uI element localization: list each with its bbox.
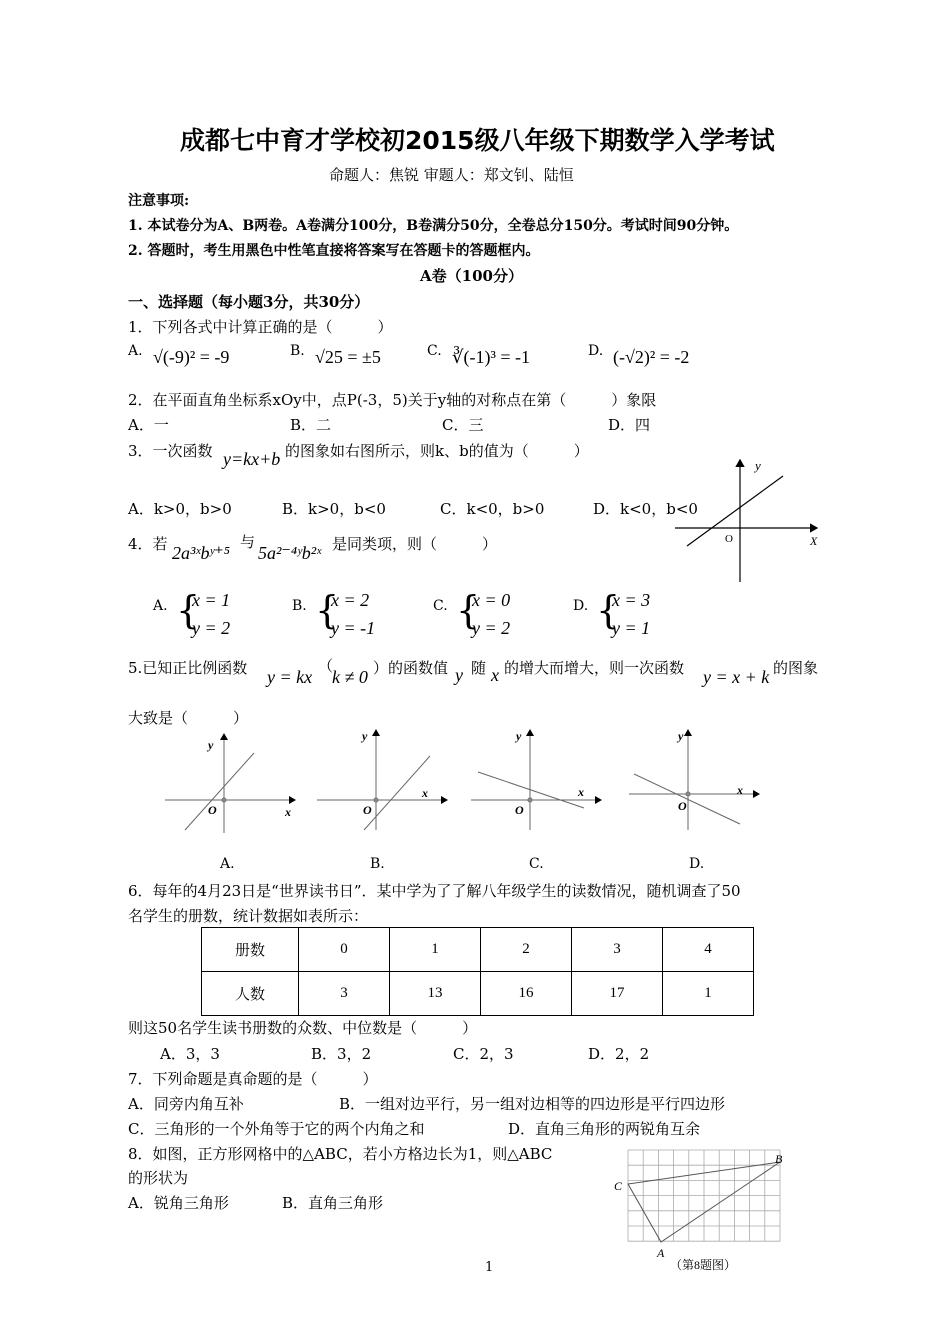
q2-option-d: D．四: [608, 416, 651, 434]
q5-f2: y = x + k: [703, 667, 770, 687]
q4-a-eq1: x = 1: [192, 590, 231, 610]
q4-label-a: A.: [153, 598, 168, 614]
q5c-y-label: y: [516, 729, 522, 743]
q5-graph-a: [160, 728, 300, 838]
q1-option-d: (-√2)² = -2: [613, 347, 690, 367]
q5-option-b: B.: [370, 856, 385, 872]
q6-cell: 4: [663, 928, 754, 972]
page-number: 1: [485, 1260, 494, 1275]
q6-table-row-people: [202, 972, 754, 1016]
q6-stem-1: 6．每年的4月23日是“世界读书日”．某中学为了了解八年级学生的读数情况，随机调查了50: [128, 882, 741, 900]
q4-b-eq2: y = -1: [331, 618, 376, 638]
q8-option-b: B．直角三角形: [282, 1194, 384, 1212]
q1-label-c: C.: [427, 343, 442, 359]
q6-option-b: B．3，2: [311, 1045, 372, 1063]
q5d-x-label: x: [737, 783, 743, 797]
q7-option-d: D．直角三角形的两锐角互余: [508, 1120, 701, 1138]
q5-p6: 的图象: [773, 659, 819, 677]
q4-brace-a: {: [176, 588, 201, 632]
q5-graph-c: [466, 722, 606, 832]
q8-grid: [628, 1150, 780, 1241]
q1-label-d: D.: [588, 343, 604, 359]
q4-d-eq1: x = 3: [612, 590, 651, 610]
q4-term2: 5a²⁻⁴ʸb²ˣ: [258, 543, 322, 563]
q5a-o-label: O: [208, 803, 217, 817]
q6-cell: 3: [572, 928, 663, 972]
q6-stem-2: 名学生的册数，统计数据如表所示：: [128, 907, 369, 925]
q1-option-c: ∛(-1)³ = -1: [452, 347, 530, 367]
q7-option-c: C．三角形的一个外角等于它的两个内角之和: [128, 1120, 425, 1138]
q5d-y-label: y: [678, 729, 684, 743]
q5-graph-b: [312, 722, 452, 832]
q5-f1: y = kx: [267, 667, 313, 687]
q4-label-b: B.: [292, 598, 307, 614]
q7-option-a: A．同旁内角互补: [128, 1095, 244, 1113]
q5-v1: y: [455, 665, 463, 685]
q5-cond: k ≠ 0: [332, 667, 368, 687]
q5-option-a: A.: [220, 856, 235, 872]
q8-option-a: A．锐角三角形: [128, 1194, 229, 1212]
q2-option-b: B．二: [290, 416, 332, 434]
q5c-o-label: O: [515, 803, 524, 817]
q3-option-a: A．k>0，b>0: [128, 500, 232, 518]
q6-cell: 17: [572, 972, 663, 1016]
q5-p4: 随: [471, 659, 487, 677]
notes-heading: 注意事项:: [128, 193, 190, 209]
q6-cell: 0: [299, 928, 390, 972]
q5-graph-d: [624, 722, 764, 832]
q8-label-b: B: [775, 1152, 783, 1166]
q4-brace-c: {: [456, 588, 481, 632]
q5-option-d: D.: [689, 856, 705, 872]
q2-option-a: A．一: [128, 416, 169, 434]
q3-origin-label: O: [725, 533, 733, 545]
q7-option-b: B．一组对边平行，另一组对边相等的四边形是平行四边形: [339, 1095, 726, 1113]
q6-cell: 2: [481, 928, 572, 972]
q3-formula: y=kx+b: [223, 449, 281, 469]
q8-stem-1: 8．如图，正方形网格中的△ABC，若小方格边长为1，则△ABC: [128, 1145, 553, 1163]
q5c-x-label: x: [578, 785, 584, 799]
q5a-y-label: y: [208, 738, 214, 752]
q1-label-a: A.: [128, 343, 143, 359]
q5d-o-label: O: [678, 799, 687, 813]
q3-stem-post: 的图象如右图所示，则k、b的值为（ ）: [285, 442, 589, 460]
q8-label-a: A: [657, 1246, 665, 1260]
q5-p1: 5.已知正比例函数: [128, 659, 248, 677]
q4-a-eq2: y = 2: [192, 618, 231, 638]
q8-label-c: C: [614, 1179, 623, 1193]
q5-p2: （: [318, 657, 334, 675]
q4-d-eq2: y = 1: [612, 618, 651, 638]
q1-option-a: √(-9)² = -9: [153, 347, 230, 367]
q6-option-d: D．2，2: [588, 1045, 650, 1063]
q4-mid: 与: [240, 533, 256, 551]
q4-b-eq1: x = 2: [331, 590, 370, 610]
q6-cell: 16: [481, 972, 572, 1016]
q5-v2: x: [491, 665, 499, 685]
notes-item-2: 2. 答题时，考生用黑色中性笔直接将答案写在答题卡的答题框内。: [128, 243, 540, 259]
q6-cell: 13: [390, 972, 481, 1016]
q2-option-c: C．三: [442, 416, 484, 434]
q3-option-c: C．k<0，b>0: [440, 500, 545, 518]
q4-label-d: D.: [573, 598, 589, 614]
q6-question: 则这50名学生读书册数的众数、中位数是（ ）: [128, 1019, 478, 1037]
q7-stem: 7．下列命题是真命题的是（ ）: [128, 1070, 378, 1088]
q5-p5: 的增大而增大，则一次函数: [504, 659, 685, 677]
q8-stem-2: 的形状为: [128, 1169, 189, 1187]
q6-cell: 3: [299, 972, 390, 1016]
q3-y-label: y: [755, 458, 761, 473]
q5a-x-label: x: [285, 805, 291, 819]
exam-authors: 命题人：焦锐 审题人：郑文钊、陆恒: [329, 166, 574, 184]
q5d-line: [634, 774, 740, 824]
q6-option-c: C．2，3: [453, 1045, 514, 1063]
q3-option-b: B．k>0，b<0: [282, 500, 386, 518]
q4-brace-b: {: [315, 588, 340, 632]
q5c-line: [478, 772, 584, 808]
part1-heading: 一、选择题（每小题3分，共30分）: [128, 293, 370, 311]
q3-option-d: D．k<0，b<0: [593, 500, 698, 518]
q6-cell: 1: [663, 972, 754, 1016]
q5b-x-label: x: [422, 786, 428, 800]
q3-stem-pre: 3．一次函数: [128, 442, 213, 460]
q4-brace-d: {: [596, 588, 621, 632]
q5-option-c: C.: [529, 856, 544, 872]
q1-option-b: √25 = ±5: [315, 347, 381, 367]
section-a-heading: A卷（100分）: [420, 267, 523, 285]
q5b-y-label: y: [362, 729, 368, 743]
q6-cell: 人数: [202, 972, 299, 1016]
q4-term1: 2a³ˣbʸ⁺⁵: [172, 543, 230, 563]
notes-item-1: 1. 本试卷分为A、B两卷。A卷满分100分，B卷满分50分，全卷总分150分。考试时间90分钟。: [128, 218, 739, 234]
q5b-line: [364, 756, 430, 830]
q4-c-eq1: x = 0: [472, 590, 511, 610]
q4-c-eq2: y = 2: [472, 618, 511, 638]
q8-figure: [608, 1145, 798, 1275]
q3-graph: [665, 450, 825, 585]
q5-p3: ）的函数值: [373, 659, 449, 677]
exam-title: 成都七中育才学校初2015级八年级下期数学入学考试: [180, 126, 775, 155]
q3-line: [687, 476, 783, 546]
q6-table-row-books: [202, 928, 754, 972]
q2-stem: 2．在平面直角坐标系xOy中，点P(-3，5)关于y轴的对称点在第（ ）象限: [128, 391, 657, 409]
q5-line2: 大致是（ ）: [128, 709, 249, 727]
q1-label-b: B.: [290, 343, 305, 359]
q5b-o-label: O: [363, 803, 372, 817]
q6-option-a: A．3，3: [160, 1045, 220, 1063]
q1-stem: 1．下列各式中计算正确的是（ ）: [128, 318, 393, 336]
q5a-line: [185, 753, 254, 830]
q4-stem-pre: 4．若: [128, 535, 168, 553]
q6-cell: 册数: [202, 928, 299, 972]
q4-label-c: C.: [433, 598, 448, 614]
q4-stem-post: 是同类项，则（ ）: [332, 535, 498, 553]
q6-cell: 1: [390, 928, 481, 972]
q8-caption: （第8题图）: [670, 1258, 737, 1272]
q3-x-label: X: [810, 534, 818, 548]
q6-table: [201, 927, 754, 1016]
